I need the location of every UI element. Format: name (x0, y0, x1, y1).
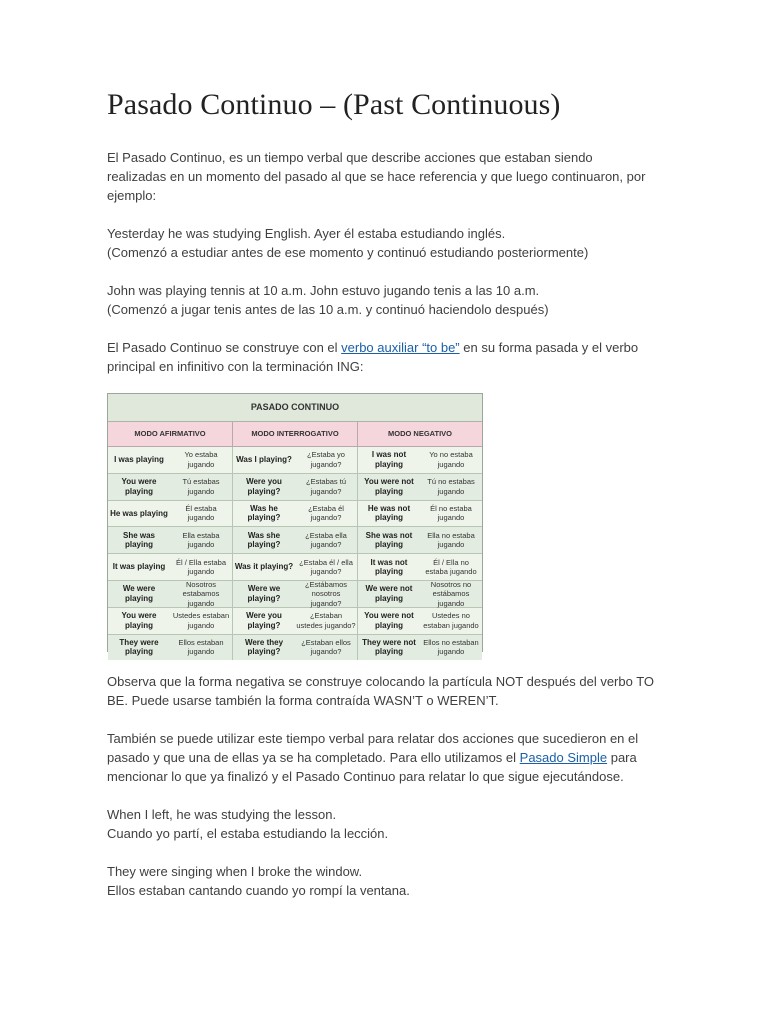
table-row (108, 447, 482, 474)
header-interrogative: MODO INTERROGATIVO (233, 422, 358, 446)
table-row (108, 527, 482, 554)
english-form: Was he playing? (247, 503, 281, 523)
english-form: He was playing (110, 508, 168, 518)
example-explanation: (Comenzó a estudiar antes de ese momento y continuó estudiando posteriormente) (107, 245, 589, 260)
english-form: Was I playing? (236, 455, 292, 465)
table-cell (358, 608, 482, 634)
spanish-translation: ¿Estaba yo jugando? (307, 450, 345, 469)
table-row (108, 635, 482, 661)
table-cell (233, 554, 358, 580)
spanish-translation: ¿Estaba él / ella jugando? (299, 557, 353, 577)
table-cell (108, 554, 233, 580)
table-cell (233, 501, 358, 527)
spanish-translation: ¿Estaban ellos jugando? (301, 637, 351, 657)
table-cell (108, 527, 233, 553)
english-form: Were you playing? (246, 611, 282, 630)
example-sentence: John was playing tennis at 10 a.m. John estuvo jugando tenis a las 10 a.m. (107, 283, 540, 298)
english-form: You were playing (121, 477, 157, 496)
pasado-simple-link[interactable]: Pasado Simple (519, 750, 608, 765)
spanish-translation: Ella no estaba jugando (427, 530, 475, 550)
english-form: It was playing (112, 562, 166, 572)
table-cell (233, 474, 358, 500)
two-actions-text: pasado y que una de ellas ya se ha completado. Para ello utilizamos el (107, 750, 520, 765)
spanish-translation: Ellos no estaban jugando (423, 637, 479, 657)
english-form: Was it playing? (234, 562, 294, 572)
header-negative: MODO NEGATIVO (387, 429, 453, 438)
example-paragraph-2 (107, 281, 667, 319)
table-cell (108, 581, 233, 607)
intro-paragraph (107, 148, 667, 205)
english-form: It was not playing (370, 557, 408, 577)
english-form: She was playing (122, 530, 155, 550)
spanish-translation: Él / Ella no estaba jugando (425, 557, 477, 577)
spanish-translation: Ustedes estaban jugando (172, 611, 230, 630)
table-cell (358, 554, 482, 580)
table-cell (108, 474, 233, 500)
table-cell (233, 581, 358, 607)
two-actions-line (107, 748, 667, 767)
example-explanation: (Comenzó a jugar tenis antes de las 10 a.m. y continuó haciendolo después) (107, 302, 549, 317)
two-actions-text: para (607, 750, 637, 765)
spanish-translation: Ustedes no estaban jugando (423, 611, 479, 630)
spanish-translation: Nosotros no estábamos jugando (430, 579, 472, 608)
spanish-translation: Él no estaba jugando (430, 503, 472, 523)
two-actions-line: También se puede utilizar este tiempo verbal para relatar dos acciones que sucedieron en el (107, 731, 639, 746)
spanish-translation: Tú no estabas jugando (427, 477, 475, 496)
spanish-translation: ¿Estaba él jugando? (308, 503, 344, 523)
table-cell (108, 608, 233, 634)
construction-line (107, 338, 667, 357)
english-form: Was she playing? (247, 530, 281, 550)
table-cell (358, 635, 482, 661)
table-row (108, 501, 482, 528)
table-cell (233, 635, 358, 661)
intro-line: realizadas en un momento del pasado al que se hace referencia y que luego continuaron, por (107, 169, 646, 184)
table-row (108, 554, 482, 581)
english-form: I was not playing (371, 450, 407, 469)
spanish-translation: ¿Estaban ustedes jugando? (296, 611, 356, 630)
table-cell (233, 447, 358, 473)
spanish-translation: Ellos estaban jugando (178, 637, 224, 657)
example-paragraph-3 (107, 805, 667, 843)
english-form: She was not playing (365, 530, 413, 550)
construction-text: El Pasado Continuo se construye con el (107, 340, 342, 355)
intro-line: ejemplo: (107, 188, 157, 203)
spanish-translation: Tú estabas jugando (182, 477, 220, 496)
table-cell (233, 608, 358, 634)
table-title: PASADO CONTINUO (108, 394, 482, 422)
two-actions-line: mencionar lo que ya finalizó y el Pasado Continuo para relatar lo que sigue ejecutándose. (107, 769, 624, 784)
spanish-translation: Nosotros estabamos jugando (182, 579, 220, 608)
example-paragraph-1 (107, 224, 667, 262)
table-cell (108, 501, 233, 527)
spanish-translation: Yo no estaba jugando (429, 450, 473, 469)
two-actions-paragraph (107, 729, 667, 786)
english-form: Were you playing? (246, 477, 282, 496)
table-body (108, 447, 482, 660)
spanish-translation: Yo estaba jugando (184, 450, 218, 469)
table-cell (358, 501, 482, 527)
table-cell (358, 474, 482, 500)
header-affirmative: MODO AFIRMATIVO (108, 422, 233, 446)
past-continuous-table-image (107, 393, 483, 657)
page-title: Pasado Continuo – (Past Continuous) (107, 88, 561, 121)
english-form: He was not playing (367, 503, 411, 523)
example-sentence: When I left, he was studying the lesson. (107, 807, 337, 822)
example-paragraph-4 (107, 862, 667, 900)
table-header (108, 422, 482, 447)
english-form: Were we playing? (247, 584, 281, 603)
construction-line: principal en infinitivo con la terminación ING: (107, 359, 364, 374)
table-row (108, 474, 482, 501)
spanish-translation: Ella estaba jugando (182, 530, 220, 550)
english-form: You were not playing (364, 477, 414, 496)
note-line: BE. Puede usarse también la forma contraída WASN’T o WEREN’T. (107, 693, 499, 708)
spanish-translation: Él / Ella estaba jugando (175, 557, 227, 577)
construction-text: en su forma pasada y el verbo (459, 340, 639, 355)
spanish-translation: Él estaba jugando (185, 503, 217, 523)
english-form: Were they playing? (244, 637, 284, 657)
spanish-translation: ¿Estábamos nosotros jugando? (304, 579, 348, 608)
example-sentence: Yesterday he was studying English. Ayer él estaba estudiando inglés. (107, 226, 506, 241)
verbo-auxiliar-link[interactable]: verbo auxiliar “to be” (341, 340, 460, 355)
table-cell (108, 635, 233, 661)
intro-line: El Pasado Continuo, es un tiempo verbal que describe acciones que estaban siendo (107, 150, 593, 165)
table-row (108, 581, 482, 608)
english-form: They were playing (119, 637, 159, 657)
table-row (108, 608, 482, 635)
note-line: Observa que la forma negativa se construye colocando la partícula NOT después del verbo TO (107, 674, 655, 689)
english-form: I was playing (114, 455, 164, 465)
table-cell (358, 581, 482, 607)
english-form: You were playing (121, 611, 157, 630)
example-sentence: They were singing when I broke the window. (107, 864, 363, 879)
table-cell (233, 527, 358, 553)
english-form: They were not playing (362, 637, 416, 657)
construction-paragraph (107, 338, 667, 376)
example-translation: Ellos estaban cantando cuando yo rompí la ventana. (107, 883, 410, 898)
table-cell (358, 527, 482, 553)
table-cell (108, 447, 233, 473)
spanish-translation: ¿Estaba ella jugando? (305, 530, 347, 550)
english-form: We were playing (122, 584, 156, 603)
negative-note-paragraph (107, 672, 667, 710)
spanish-translation: ¿Estabas tú jugando? (305, 477, 347, 496)
english-form: You were not playing (364, 611, 414, 630)
table-cell (358, 447, 482, 473)
english-form: We were not playing (365, 584, 413, 603)
example-translation: Cuando yo partí, el estaba estudiando la lección. (107, 826, 389, 841)
